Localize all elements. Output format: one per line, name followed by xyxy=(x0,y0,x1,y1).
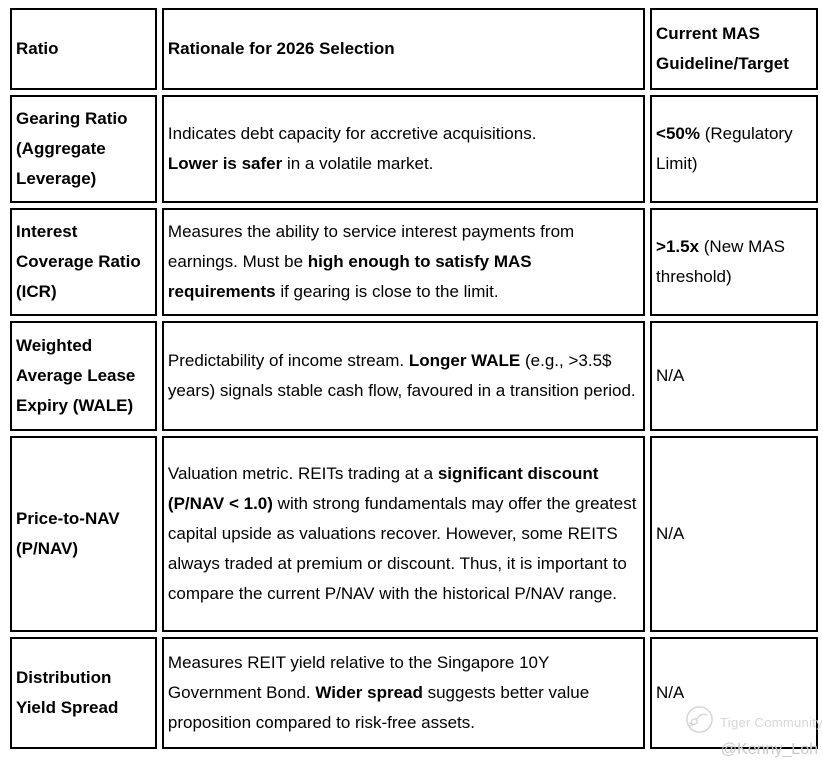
watermark-brand: Tiger Community xyxy=(720,714,823,730)
ratio-cell: Interest Coverage Ratio (ICR) xyxy=(10,208,157,316)
text-run: Predictability of income stream. xyxy=(167,351,409,370)
rationale-cell xyxy=(162,208,645,316)
text-run: Measures REIT yield relative to the Singapore 10Y Government Bond. xyxy=(167,653,550,702)
text-run: (Regulatory Limit) xyxy=(656,124,793,173)
guideline-cell xyxy=(650,436,818,632)
rationale-cell xyxy=(162,95,645,203)
table-row xyxy=(10,436,818,632)
text-run: Measures the ability to service interest payments from earnings. Must be xyxy=(167,222,575,271)
table-row xyxy=(10,637,818,749)
rationale-cell xyxy=(162,436,645,632)
watermark-handle: @Kenny_Loh xyxy=(720,741,818,758)
text-run: with strong fundamentals may offer the greatest capital upside as valuations recover. However, some REITS always traded at premium or discount. Thus, it is important to compare the current P/NAV with the historical P/NAV range. xyxy=(167,494,637,603)
ratio-cell: Price-to-NAV (P/NAV) xyxy=(10,436,157,632)
text-run: suggests better value proposition compared to risk-free assets. xyxy=(167,683,590,732)
text-run: in a volatile market. xyxy=(282,154,434,173)
column-header-guideline: Current MAS Guideline/Target xyxy=(650,8,818,90)
guideline-cell xyxy=(650,95,818,203)
text-run-bold: high enough to satisfy MAS requirements xyxy=(167,252,532,301)
table-body xyxy=(10,95,818,749)
text-run-bold: Lower is safer xyxy=(167,154,283,173)
guideline-cell xyxy=(650,637,818,749)
reit-ratios-table xyxy=(5,3,823,754)
text-run-bold: >1.5x xyxy=(656,237,700,256)
text-run: Valuation metric. REITs trading at a xyxy=(167,464,438,483)
text-run: (e.g., >3.5$ years) signals stable cash flow, favoured in a transition period. xyxy=(167,351,636,400)
guideline-cell xyxy=(650,321,818,431)
table-row xyxy=(10,95,818,203)
ratio-cell: Weighted Average Lease Expiry (WALE) xyxy=(10,321,157,431)
text-run-bold: significant discount (P/NAV < 1.0) xyxy=(167,464,599,513)
column-header-ratio: Ratio xyxy=(10,8,157,90)
text-run-bold: <50% xyxy=(656,124,700,143)
text-run: Indicates debt capacity for accretive acquisitions. xyxy=(167,124,537,143)
table-row xyxy=(10,208,818,316)
text-run: N/A xyxy=(656,683,685,702)
ratio-cell: Distribution Yield Spread xyxy=(10,637,157,749)
rationale-cell xyxy=(162,321,645,431)
table-row xyxy=(10,321,818,431)
text-run-bold: Wider spread xyxy=(315,683,423,702)
table-header-row xyxy=(10,8,818,90)
text-run: N/A xyxy=(656,524,685,543)
ratio-cell: Gearing Ratio (Aggregate Leverage) xyxy=(10,95,157,203)
guideline-cell xyxy=(650,208,818,316)
text-run: (New MAS threshold) xyxy=(656,237,786,286)
rationale-cell xyxy=(162,637,645,749)
column-header-rationale: Rationale for 2026 Selection xyxy=(162,8,645,90)
text-run-bold: Longer WALE xyxy=(408,351,521,370)
table-header xyxy=(10,8,818,90)
text-run: if gearing is close to the limit. xyxy=(275,282,499,301)
text-run: N/A xyxy=(656,366,685,385)
